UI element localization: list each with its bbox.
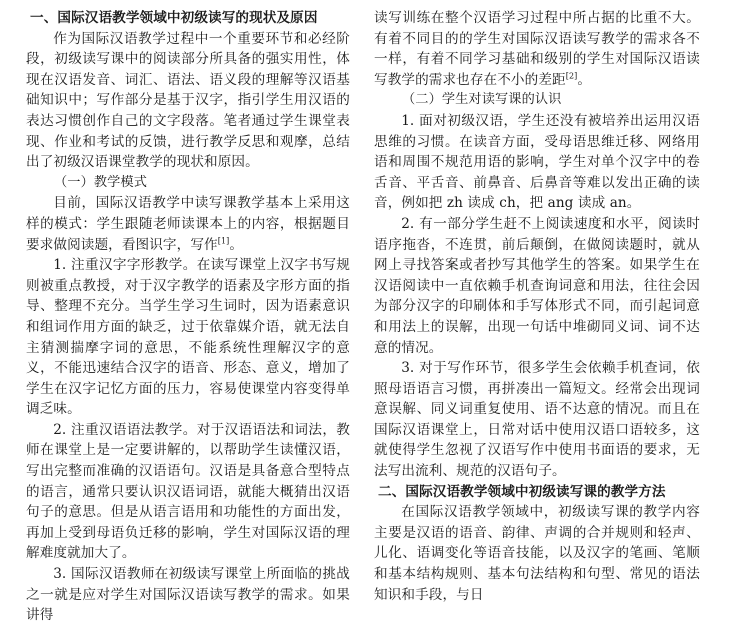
teaching-mode-end: 。 <box>229 236 244 253</box>
continued-text: 读写训练在整个汉语学习过程中所占据的比重不大。有着不同目的的学生对国际汉语读写教学的需求各不一样，有着不同学习基础和级别的学生对国际汉语读写教学的需求也存在不小的差距 <box>374 10 700 88</box>
point-3-paragraph: 3. 国际汉语教师在初级读写课堂上所面临的挑战之一就是应对学生对国际汉语读写教学的需求。如果讲得 <box>26 566 350 624</box>
subheading-teaching-mode: （一）教学模式 <box>54 174 148 190</box>
section-heading-2: 二、国际汉语教学领域中初级读写课的教学方法 <box>378 483 666 500</box>
subheading-student-perception: （二）学生对读写课的认识 <box>402 92 562 108</box>
citation-ref-1: [1] <box>217 236 230 245</box>
student-point-1-paragraph: 1. 面对初级汉语，学生还没有被培养出运用汉语思维的习惯。在读音方面，受母语思维迁移、网络用语和周围不规范用语的影响，学生对单个汉字中的卷舌音、平舌音、前鼻音、后鼻音等难以发出正确的读音，例如把 zh 读成 ch，把 ang 读成 an。 <box>374 112 700 212</box>
intro-paragraph: 作为国际汉语教学过程中一个重要环节和必经阶段，初级读写课中的阅读部分所具备的强实用性，体现在汉语发音、词汇、语法、语义段的理解等汉语基础知识中；写作部分是基于汉字，指引学生用汉语的表达习惯创作自己的文字段落。笔者通过学生课堂表现、作业和考试的反馈，进行教学反思和观摩，总结出了初级汉语课堂教学的现状和原因。 <box>26 30 350 171</box>
student-point-3-paragraph: 3. 对于写作环节，很多学生会依赖手机查词，依照母语语言习惯，再拼凑出一篇短文。经常会出现词意误解、同义词重复使用、语不达意的情况。而且在国际汉语课堂上，日常对话中使用汉语口语较多，这就使得学生忽视了汉语写作中使用书面语的要求，无法写出流利、规范的汉语句子。 <box>374 360 700 480</box>
citation-ref-2: [2] <box>565 71 578 81</box>
student-point-2-paragraph: 2. 有一部分学生赶不上阅读速度和水平，阅读时语序拖沓，不连贯，前后颠倒，在做阅读题时，就从网上寻找答案或者抄写其他学生的答案。如果学生在汉语阅读中一直依赖手机查询词意和用法，往往会因为部分汉字的印刷体和手写体形式不同，而引起词意和用法上的误解，出现一句话中堆砌同义词、词不达意的情况。 <box>374 215 700 356</box>
right-column <box>374 8 700 603</box>
teaching-mode-text: 目前，国际汉语教学中读写课教学基本上采用这样的模式：学生跟随老师读课本上的内容，根据题目要求做阅读题，看图识字，写作 <box>26 195 350 253</box>
point-1-paragraph: 1. 注重汉字字形教学。在读写课堂上汉字书写规则被重点教授，对于汉字教学的语素及字形方面的指导、整理不充分。当学生学习生词时，因为语素意识和组词作用方面的缺乏，过于依靠媒介语，就无法自主猜测揣摩字词的意思，不能系统性理解汉字的意义，不能迅速结合汉字的语音、形态、意义，增加了学生在汉字记忆方面的压力，容易使课堂内容变得单调乏味。 <box>26 257 350 418</box>
section-heading-1: 一、国际汉语教学领域中初级读写的现状及原因 <box>30 10 318 26</box>
left-column <box>26 8 350 624</box>
teaching-mode-paragraph <box>26 193 350 255</box>
continued-end: 。 <box>577 71 592 88</box>
point-2-paragraph: 2. 注重汉语语法教学。对于汉语语法和词法，教师在课堂上是一定要讲解的，以帮助学生读懂汉语，写出完整而准确的汉语语句。汉语是具备意合型特点的语言，通常只要认识汉语词语，就能大概猜出汉语句子的意思。但是从语言语用和功能性的方面出发，再加上受到母语负迁移的影响，学生对国际汉语的理解难度就加大了。 <box>26 421 350 562</box>
continued-paragraph <box>374 8 700 90</box>
methods-paragraph: 在国际汉语教学领域中，初级读写课的教学内容主要是汉语的语音、韵律、声调的合并规则和轻声、儿化、语调变化等语音技能，以及汉字的笔画、笔顺和基本结构规则、基本句法结构和句型、常见的语法知识和手段，与日 <box>374 504 700 603</box>
